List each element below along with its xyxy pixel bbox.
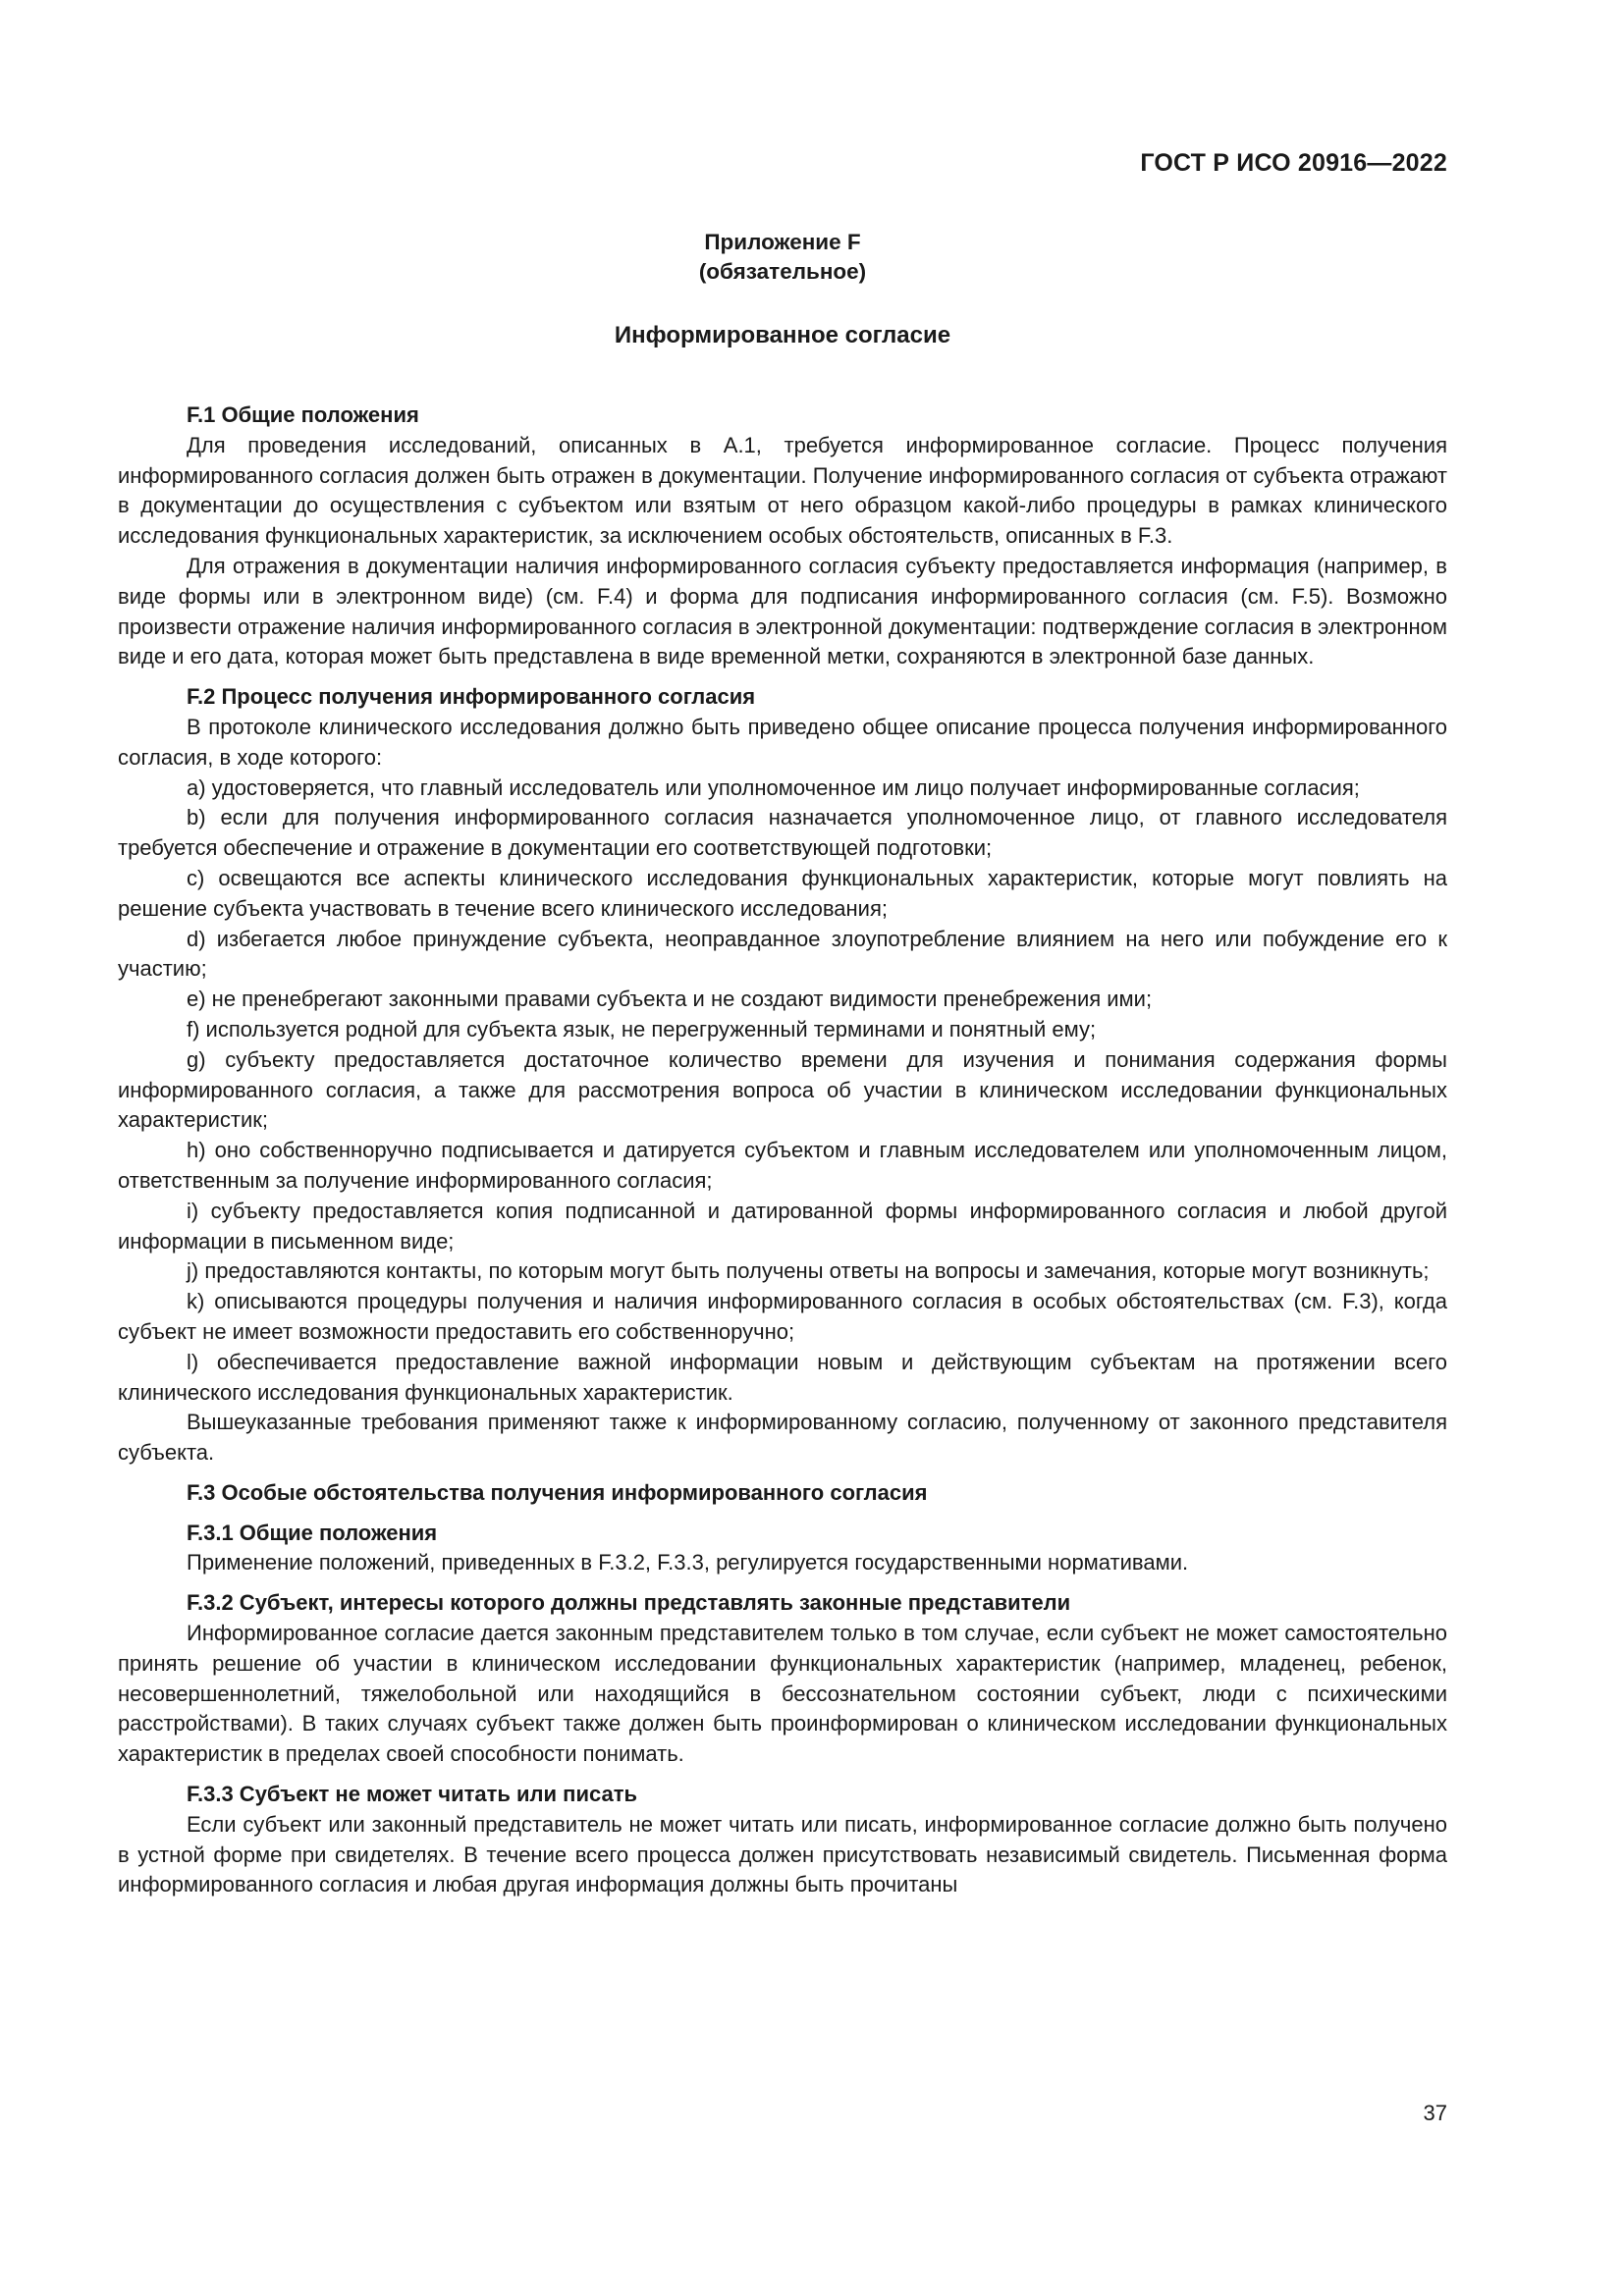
list-item: g) субъекту предоставляется достаточное количество времени для изучения и понимания содержания формы информированного согласия, а также для рассмотрения вопроса об участии в клиническом исследовании функциональных характеристик;	[118, 1046, 1447, 1133]
annex-status: (обязательное)	[698, 259, 867, 284]
section-f33-text: Если субъект или законный представитель не может читать или писать, информированное согласие должно быть получено в устной форме при свидетелях. В течение всего процесса должен присутствовать независимый свидетель. Письменная форма информированного согласия и любая другая информация должны быть прочитаны	[118, 1811, 1447, 1897]
section-f32-heading: F.3.2 Субъект, интересы которого должны представлять законные представители	[187, 1590, 1071, 1616]
section-f32-text: Информированное согласие дается законным представителем только в том случае, если субъект не может самостоятельно принять решение об участии в клиническом исследовании функциональных характеристик (например, младенец, ребенок, несовершеннолетний, тяжелобольной или находящийся в бессознательном состоянии субъект, люди с психическими расстройствами). В таких случаях субъект также должен быть проинформирован о клиническом исследовании функциональных характеристик в пределах своей способности понимать.	[118, 1621, 1447, 1767]
list-item: d) избегается любое принуждение субъекта, неоправданное злоупотребление влиянием на него или побуждение его к участию;	[118, 926, 1447, 982]
section-f1-paragraph: Для отражения в документации наличия информированного согласия субъекту предоставляется информация (например, в виде формы или в электронном виде) (см. F.4) и форма для подписания информированного согласия (см. F.5). Возможно произвести отражение наличия информированного согласия в электронной документации: подтверждение согласия в электронном виде и его дата, которая может быть представлена в виде временной метки, сохраняются в электронной базе данных.	[118, 553, 1447, 669]
list-item: j) предоставляются контакты, по которым могут быть получены ответы на вопросы и замечания, которые могут возникнуть;	[187, 1258, 1430, 1284]
section-f1-paragraph: Для проведения исследований, описанных в А.1, требуется информированное согласие. Процесс получения информированного согласия должен быть отражен в документации. Получение информированного согласия от субъекта отражают в документации до осуществления с субъектом или взятым от него образцом какой-либо процедуры в рамках клинического исследования функциональных характеристик, за исключением особых обстоятельств, описанных в F.3.	[118, 432, 1447, 549]
list-item: h) оно собственноручно подписывается и датируется субъектом и главным исследователем или уполномоченным лицом, ответственным за получение информированного согласия;	[118, 1138, 1447, 1193]
section-f31-text: Применение положений, приведенных в F.3.2, F.3.3, регулируется государственными нормативами.	[187, 1550, 1189, 1575]
list-item: a) удостоверяется, что главный исследователь или уполномоченное им лицо получает информированные согласия;	[187, 774, 1360, 800]
list-item: f) используется родной для субъекта язык, не перегруженный терминами и понятный ему;	[187, 1016, 1097, 1041]
list-item: k) описываются процедуры получения и наличия информированного согласия в особых обстоятельствах (см. F.3), когда субъект не имеет возможности предоставить его собственноручно;	[118, 1289, 1447, 1344]
section-f2-intro: В протоколе клинического исследования должно быть приведено общее описание процесса получения информированного согласия, в ходе которого:	[118, 714, 1447, 770]
section-f3-heading: F.3 Особые обстоятельства получения информированного согласия	[187, 1479, 928, 1505]
document-page	[118, 0, 1447, 2296]
list-item: e) не пренебрегают законными правами субъекта и не создают видимости пренебрежения ими;	[187, 987, 1153, 1012]
annex-title	[118, 228, 1447, 287]
list-item: i) субъекту предоставляется копия подписанной и датированной формы информированного согласия и любой другой информации в письменном виде;	[118, 1198, 1447, 1254]
document-code: ГОСТ Р ИСО 20916—2022	[1140, 149, 1447, 177]
section-f2-closing: Вышеуказанные требования применяют также к информированному согласию, полученному от законного представителя субъекта.	[118, 1410, 1447, 1466]
section-f1-heading: F.1 Общие положения	[187, 402, 419, 427]
list-item: c) освещаются все аспекты клинического исследования функциональных характеристик, которые могут повлиять на решение субъекта участвовать в течение всего клинического исследования;	[118, 865, 1447, 921]
page-number: 37	[1423, 2101, 1447, 2125]
list-item: l) обеспечивается предоставление важной информации новым и действующим субъектам на протяжении всего клинического исследования функциональных характеристик.	[118, 1349, 1447, 1405]
section-f31-heading: F.3.1 Общие положения	[187, 1520, 438, 1545]
section-f33-heading: F.3.3 Субъект не может читать или писать	[187, 1782, 638, 1807]
document-body	[118, 400, 1447, 1900]
annex-label: Приложение F	[704, 230, 861, 254]
annex-heading: Информированное согласие	[614, 322, 951, 348]
list-item: b) если для получения информированного согласия назначается уполномоченное лицо, от главного исследователя требуется обеспечение и отражение в документации его соответствующей подготовки;	[118, 805, 1447, 861]
section-f2-heading: F.2 Процесс получения информированного согласия	[187, 684, 756, 710]
